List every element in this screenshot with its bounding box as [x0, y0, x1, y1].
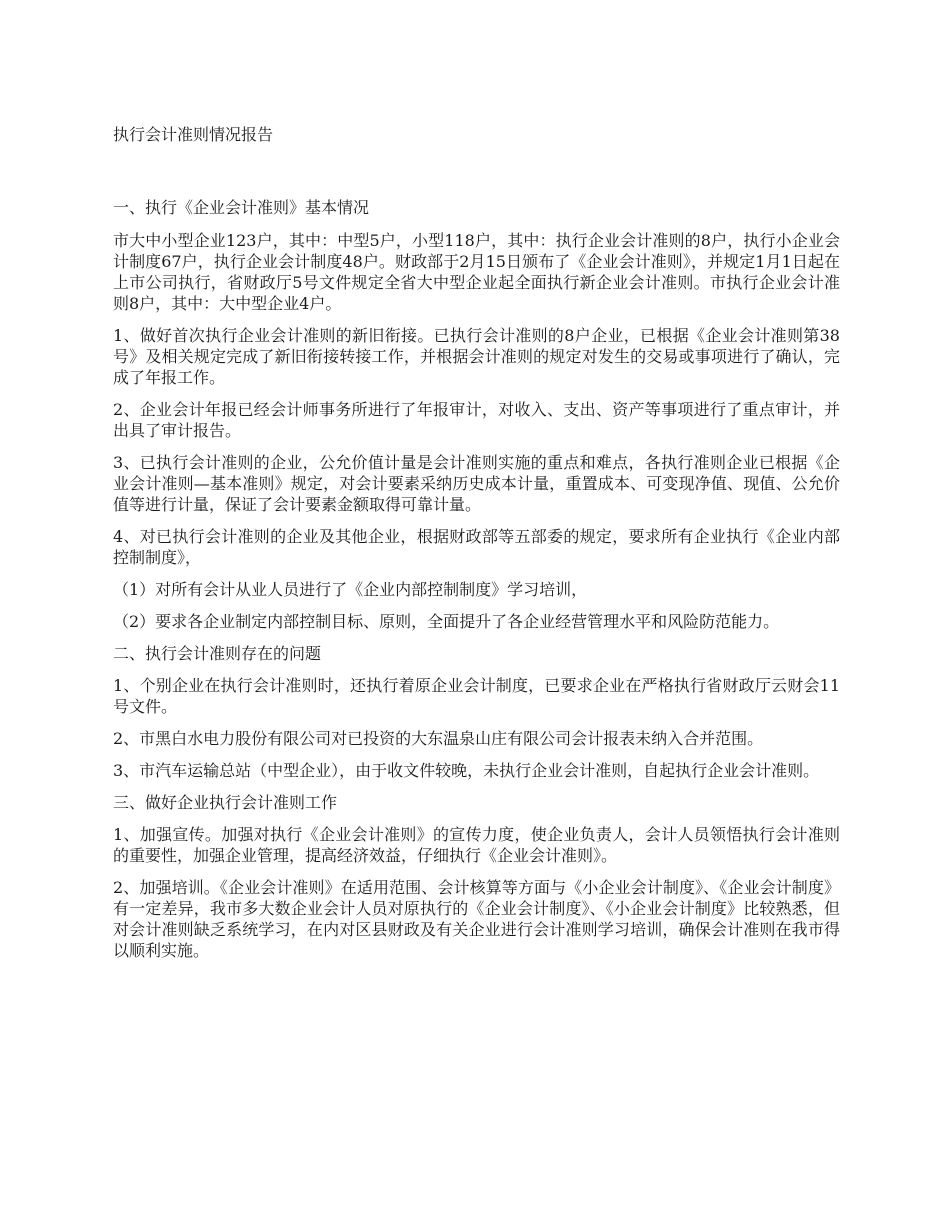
paragraph-subitem-2: （2）要求各企业制定内部控制目标、原则，全面提升了各企业经营管理水平和风险防范能力。 [113, 612, 780, 631]
document-title: 执行会计准则情况报告 [113, 125, 274, 144]
paragraph-item-3: 3、已执行会计准则的企业，公允价值计量是会计准则实施的重点和难点，各执行准则企业已根据《企业会计准则—基本准则》规定，对会计要素采纳历史成本计量，重置成本、可变现净值、现值、公允价值等进行计量，保证了会计要素金额取得可靠计量。 [113, 453, 840, 514]
paragraph-item-2: 2、企业会计年报已经会计师事务所进行了年报审计，对收入、支出、资产等事项进行了重点审计，并出具了审计报告。 [113, 400, 840, 440]
section-heading-1: 一、执行《企业会计准则》基本情况 [113, 198, 370, 217]
document-page [113, 124, 840, 972]
section-heading-2: 二、执行会计准则存在的问题 [113, 644, 322, 663]
paragraph-work-2: 2、加强培训。《企业会计准则》在适用范围、会计核算等方面与《小企业会计制度》、《企业会计制度》有一定差异，我市多大数企业会计人员对原执行的《企业会计制度》、《小企业会计制度》比较熟悉，但对会计准则缺乏系统学习，在内对区县财政及有关企业进行会计准则学习培训，确保会计准则在我市得以顺利实施。 [113, 878, 840, 960]
paragraph-work-1: 1、加强宣传。加强对执行《企业会计准则》的宣传力度，使企业负责人，会计人员领悟执行会计准则的重要性，加强企业管理，提高经济效益，仔细执行《企业会计准则》。 [113, 825, 840, 865]
paragraph-problem-2: 2、市黑白水电力股份有限公司对已投资的大东温泉山庄有限公司会计报表未纳入合并范围。 [113, 729, 764, 748]
paragraph-overview: 市大中小型企业123户，其中：中型5户，小型118户，其中：执行企业会计准则的8户，执行小企业会计制度67户，执行企业会计制度48户。财政部于2月15日颁布了《企业会计准则》，并规定1月1日起在上市公司执行，省财政厅5号文件规定全省大中型企业起全面执行新企业会计准则。市执行企业会计准则8户，其中：大中型企业4户。 [113, 231, 840, 313]
paragraph-item-1: 1、做好首次执行企业会计准则的新旧衔接。已执行会计准则的8户企业，已根据《企业会计准则第38号》及相关规定完成了新旧衔接转接工作，并根据会计准则的规定对发生的交易或事项进行了确认，完成了年报工作。 [113, 326, 840, 387]
section-heading-3: 三、做好企业执行会计准则工作 [113, 793, 338, 812]
paragraph-subitem-1: （1）对所有会计从业人员进行了《企业内部控制制度》学习培训， [113, 580, 588, 599]
paragraph-problem-3: 3、市汽车运输总站（中型企业），由于收文件较晚，未执行企业会计准则，自起执行企业会计准则。 [113, 761, 820, 780]
paragraph-item-4: 4、对已执行会计准则的企业及其他企业，根据财政部等五部委的规定，要求所有企业执行《企业内部控制制度》， [113, 527, 840, 567]
paragraph-problem-1: 1、个别企业在执行会计准则时，还执行着原企业会计制度，已要求企业在严格执行省财政厅云财会11号文件。 [113, 676, 840, 716]
